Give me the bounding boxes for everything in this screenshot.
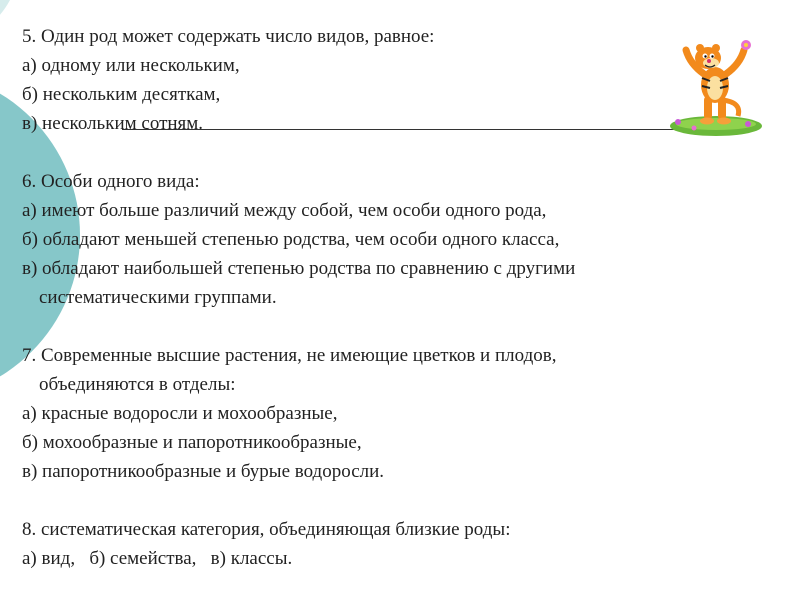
q7-option-b: б) мохообразные и папоротникообразные, bbox=[22, 432, 362, 453]
q6-option-c: в) обладают наибольшей степенью родства по сравнению с другими bbox=[22, 258, 576, 279]
q6-question: 6. Особи одного вида: bbox=[22, 171, 200, 192]
decorative-circle-small bbox=[0, 0, 20, 45]
q6-option-c-continued: систематическими группами. bbox=[39, 287, 277, 308]
spacer bbox=[22, 312, 780, 341]
q7-question-continued: объединяются в отделы: bbox=[39, 374, 236, 395]
q8-question: 8. систематическая категория, объединяющая близкие роды: bbox=[22, 519, 511, 540]
q5-option-b: б) нескольким десяткам, bbox=[22, 84, 221, 105]
quiz-text bbox=[22, 22, 780, 573]
q8-options: а) вид, б) семейства, в) классы. bbox=[22, 548, 293, 569]
spacer bbox=[22, 138, 780, 167]
q7-option-a: а) красные водоросли и мохообразные, bbox=[22, 403, 338, 424]
q5-question: 5. Один род может содержать число видов, равное: bbox=[22, 26, 435, 47]
q6-option-a: а) имеют больше различий между собой, чем особи одного рода, bbox=[22, 200, 547, 221]
q7-option-c: в) папоротникообразные и бурые водоросли. bbox=[22, 461, 385, 482]
spacer bbox=[22, 486, 780, 515]
q6-option-b: б) обладают меньшей степенью родства, чем особи одного класса, bbox=[22, 229, 560, 250]
q7-question: 7. Современные высшие растения, не имеющие цветков и плодов, bbox=[22, 345, 557, 366]
q5-option-a: а) одному или нескольким, bbox=[22, 55, 240, 76]
q5-option-c: в) нескольким сотням. bbox=[22, 113, 204, 134]
